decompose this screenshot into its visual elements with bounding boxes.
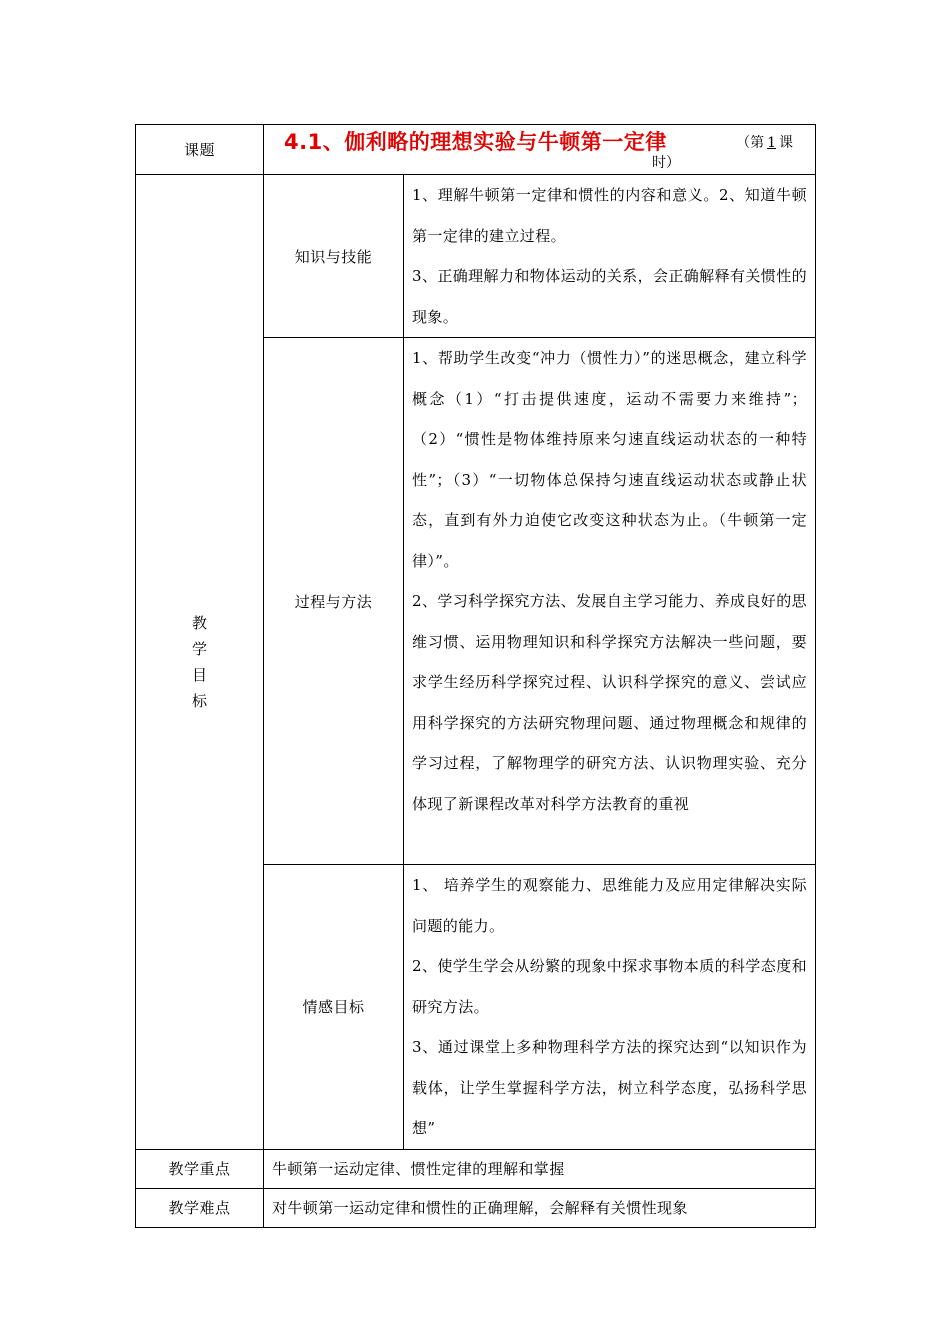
objectives-char: 标: [191, 691, 207, 710]
lesson-number: 1: [767, 135, 776, 151]
knowledge-line: 1、理解牛顿第一定律和惯性的内容和意义。2、知道牛顿第一定律的建立过程。: [412, 186, 807, 245]
lesson-plan-table: [135, 124, 816, 1228]
emotion-line: 1、 培养学生的观察能力、思维能力及应用定律解决实际问题的能力。: [412, 876, 807, 935]
topic-label: 课题: [136, 125, 264, 175]
process-content: [404, 338, 816, 865]
title-row: [136, 125, 816, 175]
lesson-title: 4.1、伽利略的理想实验与牛顿第一定律: [284, 130, 667, 154]
lesson-suffix-b: 时）: [652, 155, 680, 171]
process-label: 过程与方法: [264, 338, 404, 865]
difficulty-row: [136, 1188, 816, 1227]
lesson-number-label: [736, 132, 793, 152]
objectives-char: 教: [191, 613, 207, 632]
process-line: 1、帮助学生改变“冲力（惯性力）”的迷思概念，建立科学概念（1）“打击提供速度，运动不需要力来维持”；（2）“惯性是物体维持原来匀速直线运动状态的一种特性”；（3）“一切物体总保持匀速直线运动状态或静止状态，直到有外力迫使它改变这种状态为止。（牛顿第一定律）”。: [412, 349, 807, 570]
emotion-content: [404, 865, 816, 1150]
key-point-row: [136, 1149, 816, 1188]
lesson-prefix: （第: [736, 135, 765, 151]
key-point-label: 教学重点: [136, 1149, 264, 1188]
process-line: 2、学习科学探究方法、发展自主学习能力、养成良好的思维习惯、运用物理知识和科学探究方法解决一些问题，要求学生经历科学探究过程、认识科学探究的意义、尝试应用科学探究的方法研究物理问题、通过物理概念和规律的学习过程，了解物理学的研究方法、认识物理实验、充分体现了新课程改革对科学方法教育的重视: [412, 592, 807, 813]
topic-cell: [264, 125, 816, 175]
knowledge-line: 3、正确理解力和物体运动的关系，会正确解释有关惯性的现象。: [412, 267, 807, 326]
emotion-line: 3、通过课堂上多种物理科学方法的探究达到“以知识作为载体，让学生掌握科学方法，树立科学态度，弘扬科学思想”: [412, 1038, 807, 1137]
objectives-char: 学: [191, 639, 207, 658]
objectives-char: 目: [191, 665, 207, 684]
emotion-line: 2、使学生学会从纷繁的现象中探求事物本质的科学态度和研究方法。: [412, 957, 807, 1016]
knowledge-content: [404, 175, 816, 338]
knowledge-label: 知识与技能: [264, 175, 404, 338]
emotion-label: 情感目标: [264, 865, 404, 1150]
lesson-suffix-a: 课: [779, 135, 793, 151]
objectives-label: [136, 175, 264, 1150]
key-point-content: 牛顿第一运动定律、惯性定律的理解和掌握: [264, 1149, 816, 1188]
difficulty-label: 教学难点: [136, 1188, 264, 1227]
difficulty-content: 对牛顿第一运动定律和惯性的正确理解，会解释有关惯性现象: [264, 1188, 816, 1227]
objective-row-knowledge: [136, 175, 816, 338]
